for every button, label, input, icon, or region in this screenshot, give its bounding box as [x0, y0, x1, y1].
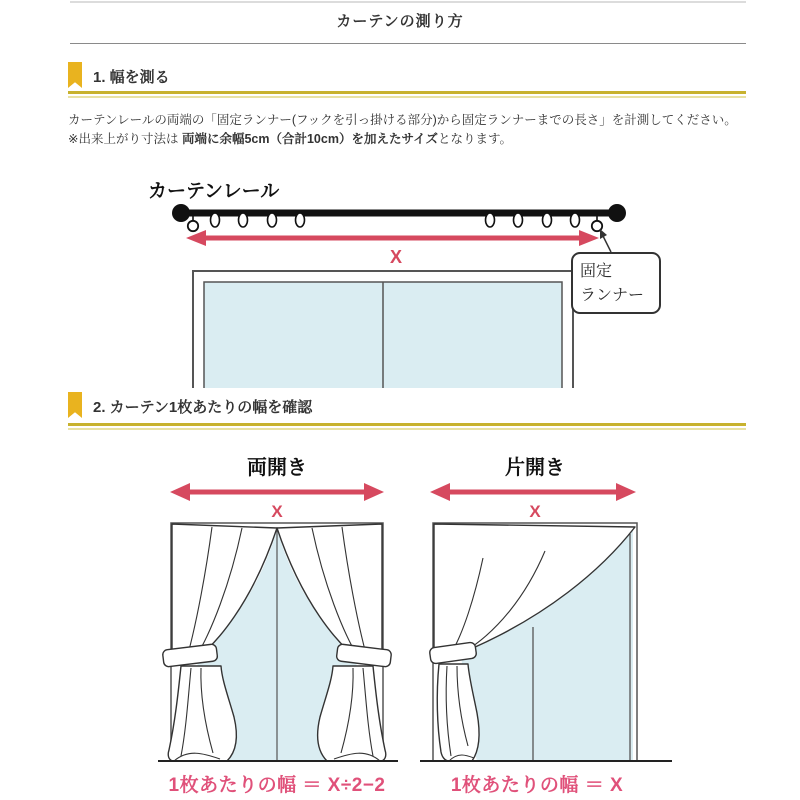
section1-heading: 1. 幅を測る: [93, 69, 170, 86]
callout-line2: ランナー: [580, 287, 645, 304]
measure-arrow-head-left: [186, 230, 206, 246]
section1-description: [68, 111, 737, 149]
measure-arrow-head-right: [579, 230, 599, 246]
arrow-head-left: [430, 483, 450, 501]
runner-ring: [543, 213, 552, 227]
callout-box: [572, 253, 660, 313]
double-open-diagram: [158, 456, 398, 796]
runner-ring: [296, 213, 305, 227]
runner-ring: [571, 213, 580, 227]
runner-ring: [514, 213, 523, 227]
callout-pointer-line: [603, 236, 611, 252]
description-line1: カーテンレールの両端の「固定ランナー(フックを引っ掛ける部分)から固定ランナーまでの長さ」を計測してください。: [68, 113, 737, 127]
section2-underline-gold: [68, 423, 746, 426]
fixed-runner-left: [188, 221, 198, 231]
single-open-title: 片開き: [505, 457, 565, 479]
rail-endcap-right: [608, 204, 626, 222]
single-open-x-label: X: [529, 502, 541, 521]
section1-underline-gold: [68, 91, 746, 94]
rail-endcap-left: [172, 204, 190, 222]
runner-ring: [486, 213, 495, 227]
arrow-head-right: [616, 483, 636, 501]
rail-diagram: [0, 170, 800, 388]
arrow-head-right: [364, 483, 384, 501]
top-divider: [70, 1, 746, 3]
measure-x-label: X: [389, 247, 403, 267]
single-open-formula: 1枚あたりの幅 ＝ X: [450, 775, 624, 796]
section2-bookmark-icon: [68, 392, 82, 418]
description-line2: [68, 130, 737, 149]
description-line2-prefix: ※出来上がり寸法は: [68, 132, 182, 146]
single-open-diagram: [420, 455, 672, 796]
description-line2-bold: 両端に余幅5cm（合計10cm）を加えたサイズ: [181, 132, 438, 146]
arrow-head-left: [170, 483, 190, 501]
section2-underline-pale: [68, 428, 746, 430]
rail-label: カーテンレール: [148, 181, 280, 202]
page-title: カーテンの測り方: [336, 13, 464, 30]
double-open-arrow: [170, 483, 384, 501]
curtain-width-diagrams: [0, 440, 800, 800]
double-open-x-label: X: [271, 502, 283, 521]
section2-heading: 2. カーテン1枚あたりの幅を確認: [93, 399, 313, 416]
runner-ring: [239, 213, 248, 227]
section1-underline-pale: [68, 96, 746, 98]
section1-bookmark-icon: [68, 62, 82, 88]
callout-line1: 固定: [580, 263, 613, 280]
runner-ring: [268, 213, 277, 227]
measure-arrow: [186, 230, 599, 246]
title-rule: [70, 43, 746, 44]
double-open-formula: 1枚あたりの幅 ＝ X÷2−2: [168, 775, 386, 796]
double-open-title: 両開き: [247, 457, 307, 479]
single-open-arrow: [430, 483, 636, 501]
description-line2-suffix: となります。: [437, 132, 512, 146]
runner-ring: [211, 213, 220, 227]
